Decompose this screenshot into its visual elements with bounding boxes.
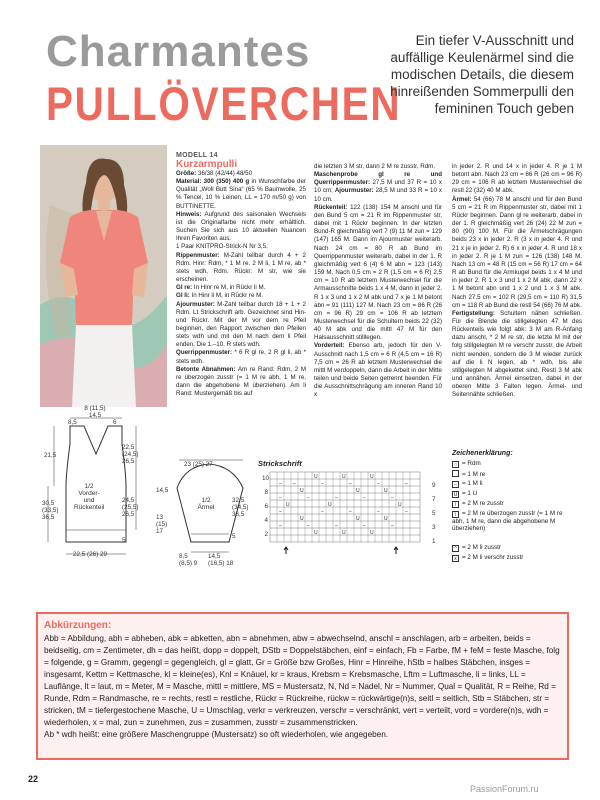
- text-fertigstellung: Schultern nähen schließen. Für die Blende die stillgelegten 47 M des Rückenteils wie folgt abk: 3 M am R-Anfang dazu anschl, * 2 M re str, die letzte M mit der folg stillgelegten M re verschr zusstr, die Arbeit nicht wenden, sondern die 3 M wieder zurück auf die li N legen, ab * wdh, bis alle stillgelegten M abgekettet sind. Restl 3 M abk und annähen. Ärmel einsetzen, dabei in der oberen Mitte 3 Falten legen. Ärmel- und Seitennähte schließen.: [452, 309, 582, 399]
- label-betonte-abnahmen: Betonte Abnahmen:: [176, 365, 236, 373]
- text-c2-intro: die letzten 3 M str, dann 2 M re zusstr, Rdm.: [314, 163, 436, 170]
- legend-label: = Rdm: [462, 460, 481, 467]
- svg-text:–: –: [335, 523, 338, 529]
- knitting-chart: [262, 470, 428, 554]
- chart-row-labels-left: [262, 472, 268, 542]
- svg-text:–: –: [405, 509, 408, 515]
- dim-sleeve-cuff-right: 14,5 (16,5) 18: [208, 553, 234, 567]
- legend-item-li-verschr: [452, 554, 523, 562]
- svg-text:–: –: [363, 495, 366, 501]
- legend-label: = 2 M li verschr zusstr: [462, 554, 524, 561]
- abbreviations-title: Abkürzungen:: [44, 620, 112, 631]
- legend-symbol: \: [452, 511, 459, 518]
- svg-text:U: U: [300, 488, 304, 494]
- dim-sleeve-cap-right: 32,5 (34,5) 36,5: [232, 497, 249, 518]
- svg-text:–: –: [321, 509, 324, 515]
- chart-title: Strickschrift: [258, 459, 302, 468]
- text-c3-intro: in jeder 2. R und 14 x in jeder 4. R je 1 M betont abn. Nach 23 cm = 86 R (26 cm = 96 R) 29 cm = 106 R ab letztem Musterwechsel die restl 22 (32) 40 M abk.: [452, 163, 582, 195]
- label-gl-li: Gl li:: [176, 292, 190, 300]
- dim-height-left: 30,5 (33,5) 36,5: [42, 500, 59, 521]
- dim-shoulder-2: 6: [113, 419, 117, 426]
- watermark: PassionForum.ru: [470, 784, 539, 794]
- legend-label: = 1 M li: [462, 480, 483, 487]
- text-gl-li: In Hinr li M, in Rückr re M.: [189, 292, 263, 300]
- text-groesse: 36/38 (42/44) 48/50: [196, 170, 253, 177]
- svg-text:–: –: [363, 523, 366, 529]
- legend-label: = 2 M li zusstr: [462, 544, 502, 551]
- legend-title: Zeichenerklärung:: [452, 450, 513, 457]
- row-label-9: 9: [432, 482, 436, 489]
- label-hinweis: Hinweis:: [176, 210, 202, 218]
- label-ajour-probe: Ajourmuster:: [334, 187, 374, 195]
- svg-text:U: U: [356, 516, 360, 522]
- body-piece-label: 1/2 Vorder- und Rückenteil: [74, 483, 105, 511]
- svg-text:–: –: [349, 509, 352, 515]
- dim-sleeve-cap-left: 14,5: [156, 487, 169, 494]
- label-aermel: Ärmel:: [452, 195, 472, 203]
- text-rueckenteil: 122 (138) 154 M anschl und für den Bund 5 cm = 21 R im Rippenmuster str, dabei mit 1 Rückr beginnen. In der letzten Bund-R gleichmäßig vert 7 (9) 11 M zun = 129 (147) 165 M. Dann im Ajourmuster weiterarb. Nach 24 cm = 80 R ab Bund im Querrippenmuster weiterarb, dabei in der 1. R gleichmäßig vert 6 (4) 6 M abn = 123 (143) 159 M. Nach 0,5 cm = 2 R (1,5 cm = 6 R) 2,5 cm = 10 R ab letztem Musterwechsel für die Armausschnitte beids 1 x 4 M, dann in jeder 2. R 1 x 3 und 1 x 2 M abk und 7 x je 1 M betont abn = 91 (111) 127 M. Nach 23 cm = 86 R (26 cm = 96 R) 29 cm = 106 R ab letztem Musterwechsel für die Schultern beids 22 (32) 40 M abk und die mittl 47 M für den Halsausschnitt stilllegen.: [314, 203, 442, 342]
- text-vorderteil: Ebenso arb, jedoch für den V-Ausschnitt nach 1,5 cm = 6 R (4,5 cm = 16 R) 7,5 cm = 26 R ab letztem Musterwechsel die mittl M verdoppeln, dann die Arbeit in der Mitte teilen und beide Seiten getrennt beenden. Für die Ausschnittschrägung am inneren Rand 10 x: [314, 342, 442, 399]
- row-label-2: 2: [264, 531, 268, 538]
- svg-text:U: U: [384, 516, 388, 522]
- svg-text:U: U: [300, 516, 304, 522]
- legend-symbol: /: [452, 501, 459, 508]
- row-label-8: 8: [264, 489, 268, 496]
- svg-text:U: U: [370, 474, 374, 480]
- svg-text:U: U: [342, 530, 346, 536]
- svg-text:U: U: [384, 488, 388, 494]
- abbreviations-note: Ab * wdh heißt: eine größere Maschengruppe (Mustersatz) so oft wiederholen, wie angegeben.: [44, 730, 389, 739]
- instructions-column-1: [176, 170, 306, 452]
- label-ajourmuster: Ajourmuster:: [176, 300, 215, 308]
- legend-label: = 1 M re: [462, 471, 486, 478]
- row-label-5: 5: [432, 510, 436, 517]
- label-vorderteil: Vorderteil:: [314, 342, 345, 350]
- svg-text:–: –: [279, 481, 282, 487]
- text-ajourmuster: M-Zahl teilbar durch 18 + 1 + 2 Rdm. Lt Strickschrift arb. Gezeichnet sind Hin- und Rückr. Mit der M vor dem re Pfeil beginnen, den Rapport zwischen den Pfeilen stets wdh und mit den M nach dem li Pfeil enden. Die 1.–10. R stets wdh.: [176, 300, 306, 349]
- dim-top: 8 (11,5) 14,5: [84, 405, 106, 419]
- svg-text:–: –: [293, 481, 296, 487]
- svg-text:U: U: [286, 502, 290, 508]
- dim-width: 22,5 (26) 29: [73, 551, 107, 558]
- svg-text:U: U: [398, 502, 402, 508]
- row-label-6: 6: [264, 503, 268, 510]
- text-material: in Wunschfarbe der Qualität „Woll Butt Sina“ (65 % Baumwolle, 25 % Tencel, 10 % Leinen, LL = 170 m/50 g) von BUTTINETTE.: [176, 178, 306, 210]
- label-gl-re: Gl re:: [176, 284, 193, 292]
- legend-symbol: –: [452, 481, 459, 488]
- legend-item-u: [452, 490, 477, 498]
- text-aermel: 54 (66) 78 M anschl und für den Bund 5 cm = 21 R im Rippenmuster str, dabei mit 1 Rückr beginnen. Dann gl re weiterarb, dabei in der 1. R gleichmäßig vert 26 (24) 22 M zun = 80 (90) 100 M. Für die Ärmelschrägungen beids 23 x in jeder 2. R (3 x in jeder 4. R und 21 x je in jeder 2. R) 6 x in jeder 4. R und 18 x in jeder 2. R je 1 M zun = 126 (138) 148 M. Nach 13 cm = 48 R (15 cm = 56 R) 17 cm = 64 R ab Bund für die Armkugel beids 1 x 4 M und in jeder 2. R 1 x 3 und 1 x 2 M abk, dann 22 x 1 M betont abn und 1 x 2 und 1 x 3 M abk. Nach 27,5 cm = 102 R (29,5 cm = 110 R) 31,5 cm = 118 R ab Bund die restl 54 (66) 76 M abk.: [452, 195, 582, 309]
- legend-symbol: U: [453, 492, 458, 498]
- legend-item-rdm: [452, 460, 481, 468]
- subtitle: Ein tiefer V-Ausschnitt und auffällige Keulenärmel sind die modischen Details, die diesem hinreißenden Sommerpulli den femininen Touch geben: [390, 33, 574, 116]
- svg-text:U: U: [356, 488, 360, 494]
- svg-text:–: –: [377, 481, 380, 487]
- abbreviations-list: Abb = Abbildung, abh = abheben, abk = abketten, abn = abnehmen, abw = abwechselnd, anschl = anschlagen, arb = arbeiten, beids = beidseitig, cm = Zentimeter, dh = das heißt, dopp = doppelt, DStb = Doppelstäbchen, einf = einfach, Fb = Farbe, fM + feM = feste Masche, folg = folgende, g = Gramm, gegengl = gegengleich, gl = glatt, Gr = Größe bzw Großes, Hinr = Hinreihe, hStb = halbes Stäbchen, insges = insgesamt, Kettm = Kettmasche, kl = kleine(es), Knl = Knäuel, kr = kraus, Krebsm = Krebsmasche, Lftm = Luftmasche, li = links, LL = Lauflänge, lt = laut, m = Meter, M = Masche, mittl = mittlere, MS = Mustersatz, N, Nd = Nadel, Nr = Nummer, Qual = Qualität, R = Reihe, Rd = Runde, Rdm = Randmasche, re = rechts, restl = restliche, Rückr = Rückreihe, rückw = rückwärtige(n)s, seitl = seitlich, Stb = Stäbchen, str = stricken, tM = tiefergestochene Masche, U = Umschlag, verkr = verkreuzen, verschr = verschränkt, vert = verteilt, vord = vordere(n)s, wdh = wiederholen, x = mal, zun = zunehmen, zus = zusammen, zusstr = zusammenstricken.: [44, 634, 560, 727]
- text-hinweis: Aufgrund des saisonalen Wechsels ist die Originalfarbe nicht mehr erhältlich. Suchen Sie sich aus 10 aktuellen Nuancen Ihren Favoriten aus.: [176, 210, 306, 243]
- sleeve-piece-label: 1/2 Ärmel: [197, 497, 215, 511]
- legend-symbol: [452, 470, 459, 477]
- legend-symbol: ○: [453, 462, 458, 468]
- legend-label: = 2 M re überzogen zusstr (= 1 M re abh, 1 M re, dann die abgehobene M überziehen): [452, 510, 563, 533]
- model-photo: [40, 145, 167, 407]
- title-line-2: PULLÖVERCHEN: [46, 77, 402, 130]
- svg-text:–: –: [349, 481, 352, 487]
- svg-text:–: –: [335, 495, 338, 501]
- text-gl-re: In Hinr re M, in Rückr li M.: [192, 284, 266, 292]
- svg-text:–: –: [321, 481, 324, 487]
- legend-label: = 1 U: [462, 490, 478, 497]
- chart-row-labels-right: [432, 479, 440, 549]
- legend-item-re: [452, 470, 485, 478]
- row-label-7: 7: [432, 496, 436, 503]
- dim-sleeve-cuff-left: 8,5 (8,5) 9: [179, 553, 198, 567]
- legend-item-li-zusstr: [452, 544, 501, 552]
- text-maschenprobe: 27,5 M und 37 R = 10 x 10 cm;: [314, 179, 442, 195]
- legend-item-re-zusstr: [452, 500, 504, 508]
- svg-text:–: –: [405, 481, 408, 487]
- page-number: 22: [28, 774, 39, 784]
- title-line-1: Charmantes: [46, 27, 311, 76]
- legend-item-li: [452, 480, 482, 488]
- dim-arm-right: 22,5 (24,5) 26,5: [122, 444, 139, 465]
- legend-label: = 2 M re zusstr: [462, 500, 504, 507]
- text-ajour-probe: 28,5 M und 33 R = 10 x 10 cm.: [314, 187, 442, 203]
- svg-text:–: –: [279, 509, 282, 515]
- dim-sleeve-lower-left: 13 (15) 17: [156, 514, 168, 535]
- svg-text:–: –: [391, 495, 394, 501]
- text-nadel: 1 Paar KNITPRO-Strick-N Nr 3,5.: [176, 243, 268, 251]
- svg-text:U: U: [370, 530, 374, 536]
- text-querrippen: * 6 R gl re, 2 R gl li, ab * stets wdh.: [176, 349, 306, 365]
- dim-shoulder: 8,5: [68, 419, 77, 426]
- label-fertigstellung: Fertigstellung:: [452, 309, 495, 317]
- svg-text:–: –: [279, 495, 282, 501]
- instructions-column-2: [314, 163, 442, 445]
- svg-text:–: –: [391, 523, 394, 529]
- dim-side-right: 24,5 (25,5) 26,5: [122, 497, 139, 518]
- svg-text:–: –: [279, 523, 282, 529]
- pattern-name: Kurzarmpulli: [176, 159, 238, 170]
- svg-text:–: –: [307, 523, 310, 529]
- svg-text:U: U: [328, 502, 332, 508]
- row-label-1: 1: [432, 538, 436, 545]
- model-illustration: [40, 145, 167, 407]
- svg-text:–: –: [377, 509, 380, 515]
- instructions-column-3: [452, 163, 582, 445]
- abbreviations-text: [44, 633, 564, 741]
- svg-text:U: U: [342, 474, 346, 480]
- legend-item-ueberzogen: [452, 510, 572, 533]
- svg-text:U: U: [314, 530, 318, 536]
- row-label-3: 3: [432, 524, 436, 531]
- label-material: Material: 300 (350) 400 g: [176, 178, 250, 186]
- text-betonte-abnahmen: Am re Rand: Rdm, 2 M re überzogen zusstr (= 1 M re abh, 1 M re, dann die abgehobene M überziehen). Am li Rand: Mustergemäß bis auf: [176, 365, 306, 398]
- label-rippenmuster: Rippenmuster:: [176, 251, 220, 259]
- dim-sleeve-bund: 5: [232, 533, 236, 540]
- svg-text:–: –: [307, 495, 310, 501]
- model-number: MODELL 14: [176, 152, 218, 159]
- dim-sleeve-top: 23 (25) 27: [184, 461, 213, 468]
- text-rippenmuster: M-Zahl teilbar durch 4 + 2 Rdm. Hinr: Rdm, * 1 M re, 2 M li, 1 M re, ab * stets wdh, Rdm. Rückr: M str, wie sie erscheinen.: [176, 251, 306, 284]
- label-querrippen: Querrippenmuster:: [176, 349, 233, 357]
- label-rueckenteil: Rückenteil:: [314, 203, 348, 211]
- legend-symbol: ^: [452, 545, 459, 552]
- label-maschenprobe: Maschenprobe gl re und Querrippenmuster:: [314, 171, 442, 187]
- svg-text:U: U: [314, 474, 318, 480]
- label-groesse: Größe:: [176, 170, 197, 177]
- legend-symbol: x: [452, 555, 459, 562]
- dim-depth-left: 21,5: [44, 452, 57, 459]
- row-label-10: 10: [262, 475, 270, 482]
- row-label-4: 4: [264, 517, 268, 524]
- dim-bund: 5: [122, 537, 126, 544]
